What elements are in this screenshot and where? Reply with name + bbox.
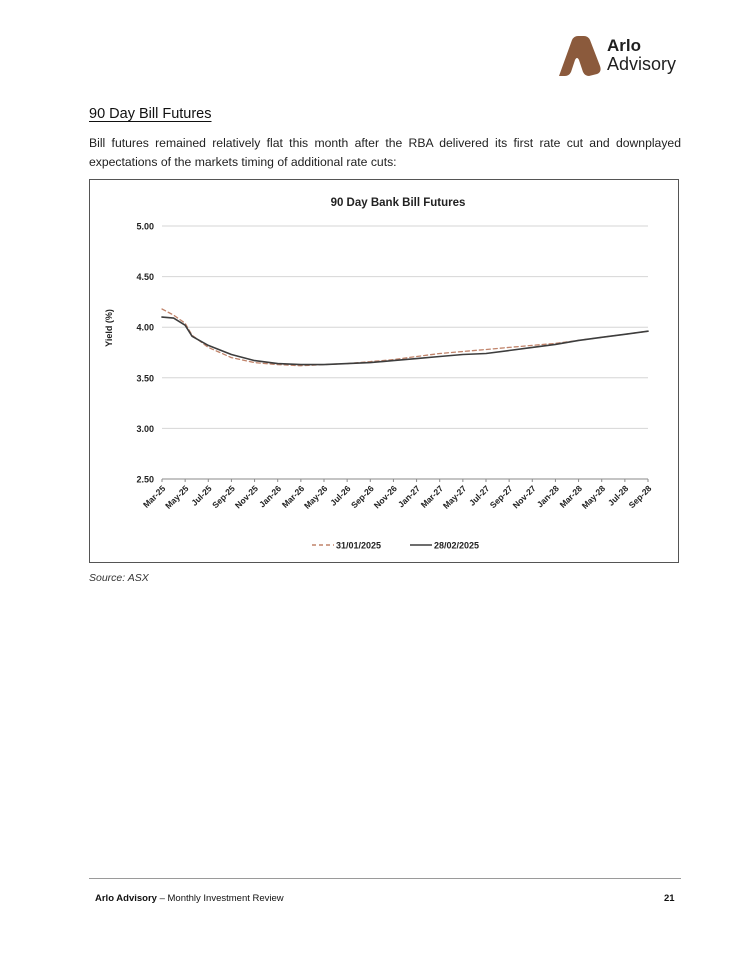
y-tick-label: 3.00 [136, 423, 154, 434]
x-tick-label: Nov-25 [232, 483, 260, 511]
x-tick-label: Jan-27 [395, 483, 422, 510]
x-tick-label: Sep-28 [626, 483, 654, 511]
legend [312, 541, 479, 551]
x-tick-layer [141, 479, 654, 511]
x-tick-label: Mar-28 [557, 483, 584, 510]
x-tick-label: Jan-28 [534, 483, 561, 510]
series-line-31-01-2025 [162, 309, 648, 366]
x-tick-label: Jul-26 [328, 483, 353, 508]
x-tick-label: Mar-25 [140, 483, 168, 510]
intro-paragraph: Bill futures remained relatively flat this month after the RBA delivered its first rate cut and downplayed expectations of the markets timing of additional rate cuts: [89, 136, 681, 169]
y-tick-label: 5.00 [136, 221, 154, 232]
page-number: 21 [664, 893, 675, 904]
y-tick-label: 4.00 [136, 322, 154, 333]
x-tick-label: Jul-25 [189, 483, 214, 508]
x-tick-label: Nov-27 [510, 483, 538, 511]
x-tick-label: May-26 [301, 483, 330, 511]
y-tick-label: 2.50 [136, 474, 154, 485]
series-layer [162, 309, 648, 366]
x-tick-label: Mar-27 [418, 483, 446, 510]
x-tick-label: May-28 [579, 483, 608, 511]
x-tick-label: Jul-28 [605, 483, 631, 508]
x-tick-label: Jul-27 [466, 483, 492, 508]
chart-title: 90 Day Bank Bill Futures [330, 197, 466, 209]
footer-divider [89, 878, 681, 879]
footer-title: – Monthly Investment Review [156, 893, 284, 904]
grid-layer [136, 222, 648, 485]
logo-name-line2: Advisory [607, 54, 677, 74]
x-tick-label: Nov-26 [371, 483, 399, 511]
source-note: Source: ASX [89, 572, 149, 584]
footer-brand: Arlo Advisory [95, 893, 157, 904]
x-tick-label: Sep-26 [348, 483, 376, 511]
logo-mark-icon [555, 36, 603, 76]
logo-name-line1: Arlo [607, 36, 641, 55]
section-title: 90 Day Bill Futures [89, 106, 212, 122]
legend-label: 31/01/2025 [336, 540, 382, 551]
bill-futures-chart [90, 180, 680, 564]
brand-logo [555, 34, 685, 78]
x-tick-label: Sep-25 [210, 483, 237, 511]
chart-frame [89, 179, 679, 563]
x-tick-label: May-27 [440, 483, 469, 511]
y-tick-label: 3.50 [136, 373, 154, 384]
y-axis-label: Yield (%) [104, 309, 114, 347]
x-tick-label: Sep-27 [487, 483, 515, 511]
y-tick-label: 4.50 [136, 272, 154, 283]
footer-caption [95, 893, 284, 904]
x-tick-label: May-25 [163, 483, 191, 511]
x-tick-label: Mar-26 [279, 483, 307, 510]
x-tick-label: Jan-26 [257, 483, 284, 510]
legend-label: 28/02/2025 [434, 540, 480, 551]
